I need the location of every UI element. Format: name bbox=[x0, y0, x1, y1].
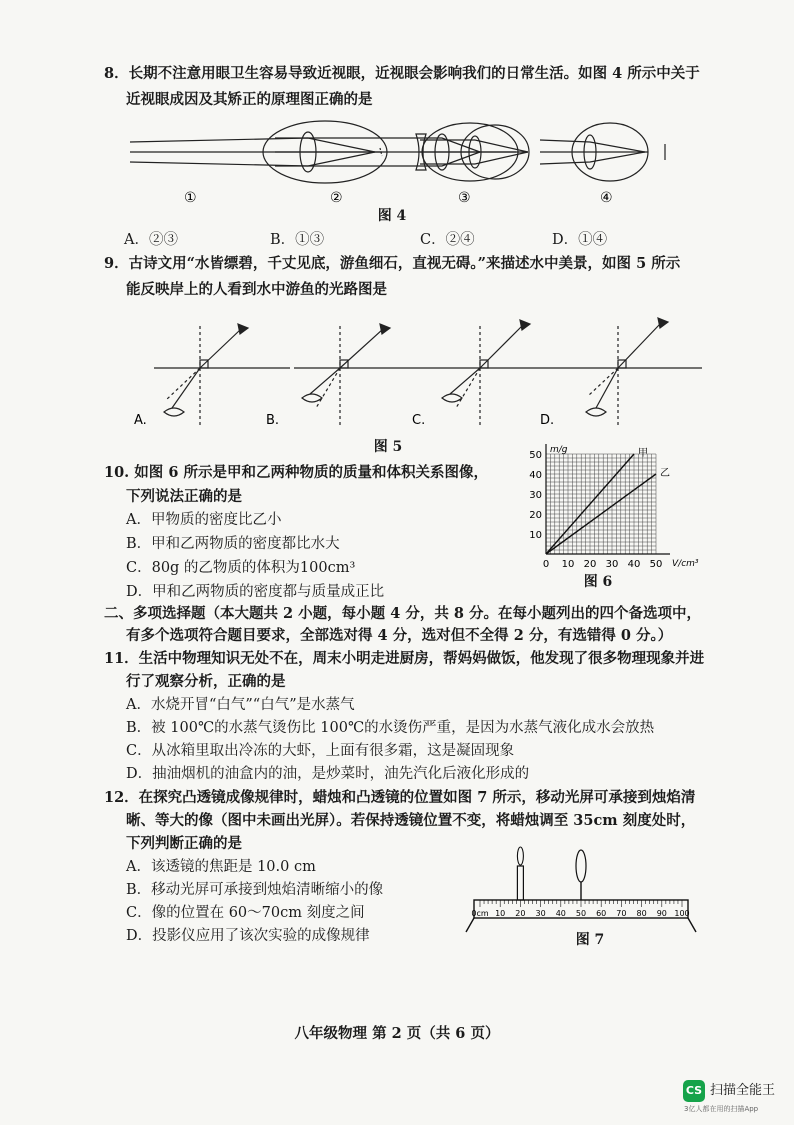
candle bbox=[517, 866, 523, 900]
ruler-label: 0cm bbox=[471, 909, 489, 918]
q11-option-d: D．抽油烟机的油盒内的油，是炒菜时，油先汽化后液化形成的 bbox=[126, 766, 530, 782]
series-label-1: 甲 bbox=[638, 448, 648, 459]
q12-option-b: B．移动光屏可承接到烛焰清晰缩小的像 bbox=[126, 882, 384, 898]
x-tick-label: 40 bbox=[627, 559, 641, 570]
watermark-subtitle: 3亿人都在用的扫描App bbox=[684, 1105, 759, 1113]
q8-stem-line1: 8．长期不注意用眼卫生容易导致近视眼，近视眼会影响我们的日常生活。如图 4 所示中关于 bbox=[104, 65, 700, 82]
q8-option-a: A．②③ bbox=[124, 232, 178, 248]
q10-stem-line2: 下列说法正确的是 bbox=[126, 488, 242, 505]
figure-6-caption: 图 6 bbox=[583, 574, 613, 590]
ruler-label: 80 bbox=[636, 909, 647, 918]
figure-7-caption: 图 7 bbox=[575, 932, 605, 948]
q12-option-a: A．该透镜的焦距是 10.0 cm bbox=[126, 859, 316, 875]
q8-option-c: C．②④ bbox=[420, 232, 475, 248]
eye-label-4: ④ bbox=[600, 190, 613, 206]
q11-stem-line1: 11．生活中物理知识无处不在，周末小明走进厨房，帮妈妈做饭，他发现了很多物理现象并进 bbox=[104, 650, 705, 667]
option-label-a: A. bbox=[134, 413, 147, 428]
y-tick-label: 10 bbox=[529, 530, 542, 541]
y-tick-label: 40 bbox=[529, 470, 542, 481]
light-path-d bbox=[566, 318, 702, 428]
q8-stem-line2: 近视眼成因及其矫正的原理图正确的是 bbox=[126, 91, 373, 108]
q11-option-b: B．被 100℃的水蒸气烫伤比 100℃的水烫伤严重，是因为水蒸气液化成水会放热 bbox=[126, 720, 655, 736]
ruler-label: 50 bbox=[575, 909, 587, 918]
x-tick-label: 50 bbox=[649, 559, 663, 570]
figure-5-caption: 图 5 bbox=[373, 439, 403, 455]
q12-option-c: C．像的位置在 60～70cm 刻度之间 bbox=[126, 905, 365, 921]
q10-option-a: A．甲物质的密度比乙小 bbox=[126, 512, 282, 528]
ruler-label: 100 bbox=[674, 909, 690, 918]
x-tick-label: 10 bbox=[561, 559, 575, 570]
ruler-label: 90 bbox=[656, 909, 667, 918]
q12-stem-line2: 晰、等大的像（图中未画出光屏）。若保持透镜位置不变，将蜡烛调至 35cm 刻度处时， bbox=[126, 812, 696, 829]
ruler-label: 30 bbox=[535, 909, 546, 918]
convex-lens bbox=[576, 850, 586, 882]
y-axis-label: m/g bbox=[550, 445, 568, 455]
q10-option-c: C．80g 的乙物质的体积为100cm³ bbox=[126, 560, 356, 576]
y-tick-label: 30 bbox=[529, 490, 542, 501]
q12-stem-line3: 下列判断正确的是 bbox=[126, 835, 242, 852]
eye-diagram-4 bbox=[540, 123, 665, 181]
x-tick-label: 30 bbox=[605, 559, 619, 570]
figure-4-eye-diagrams bbox=[120, 118, 690, 208]
series-label-2: 乙 bbox=[660, 468, 670, 479]
y-tick-label: 20 bbox=[529, 510, 542, 521]
ruler-label: 60 bbox=[596, 909, 607, 918]
ruler-label: 70 bbox=[616, 909, 627, 918]
ruler-label: 10 bbox=[495, 909, 506, 918]
candle-flame bbox=[517, 847, 523, 865]
bench-leg-left bbox=[466, 918, 474, 932]
option-label-d: D. bbox=[540, 413, 555, 428]
q10-stem-line1: 10. 如图 6 所示是甲和乙两种物质的质量和体积关系图像， bbox=[104, 464, 488, 481]
page-footer: 八年级物理 第 2 页（共 6 页） bbox=[294, 1025, 500, 1042]
q8-option-b: B．①③ bbox=[270, 232, 325, 248]
q10-option-d: D．甲和乙两物质的密度都与质量成正比 bbox=[126, 584, 385, 600]
watermark-brand: 扫描全能王 bbox=[710, 1083, 776, 1098]
q12-option-d: D．投影仪应用了该次实验的成像规律 bbox=[126, 928, 370, 944]
option-label-b: B. bbox=[266, 413, 280, 428]
section-2-heading-line2: 有多个选项符合题目要求，全部选对得 4 分，选对但不全得 2 分，有选错得 0 分。） bbox=[126, 627, 673, 644]
y-tick-label: 50 bbox=[529, 450, 542, 461]
light-path-c bbox=[430, 320, 566, 428]
q9-stem-line2: 能反映岸上的人看到水中游鱼的光路图是 bbox=[126, 281, 387, 298]
figure-7-optical-bench bbox=[460, 836, 700, 936]
q11-stem-line2: 行了观察分析，正确的是 bbox=[126, 673, 286, 690]
x-axis-label: V/cm³ bbox=[672, 559, 699, 569]
eye-label-3: ③ bbox=[458, 190, 471, 206]
figure-5-light-path bbox=[120, 316, 690, 436]
q9-stem-line1: 9．古诗文用“水皆缥碧，千丈见底，游鱼细石，直视无碍。”来描述水中美景，如图 5 所示 bbox=[104, 255, 681, 272]
eye-label-1: ① bbox=[184, 190, 197, 206]
section-2-heading-line1: 二、多项选择题（本大题共 2 小题，每小题 4 分，共 8 分。在每小题列出的四个备选项中， bbox=[104, 605, 702, 622]
option-label-c: C. bbox=[412, 413, 426, 428]
x-tick-label: 20 bbox=[583, 559, 597, 570]
q11-option-c: C．从冰箱里取出冷冻的大虾，上面有很多霜，这是凝固现象 bbox=[126, 743, 515, 759]
q8-option-d: D．①④ bbox=[552, 232, 608, 248]
ruler-label: 40 bbox=[555, 909, 566, 918]
eye-label-2: ② bbox=[330, 190, 343, 206]
bench-leg-right bbox=[688, 918, 696, 932]
x-tick-label: 0 bbox=[542, 559, 550, 570]
q10-option-b: B．甲和乙两物质的密度都比水大 bbox=[126, 536, 340, 552]
q11-option-a: A．水烧开冒“白气”“白气”是水蒸气 bbox=[126, 697, 355, 713]
ruler-label: 20 bbox=[515, 909, 526, 918]
figure-6-mass-volume-chart bbox=[520, 445, 699, 572]
light-path-b bbox=[294, 324, 430, 428]
q12-stem-line1: 12．在探究凸透镜成像规律时，蜡烛和凸透镜的位置如图 7 所示，移动光屏可承接到烛焰清 bbox=[104, 789, 696, 806]
camscanner-logo-icon: CS bbox=[683, 1080, 705, 1102]
figure-4-caption: 图 4 bbox=[377, 208, 407, 224]
